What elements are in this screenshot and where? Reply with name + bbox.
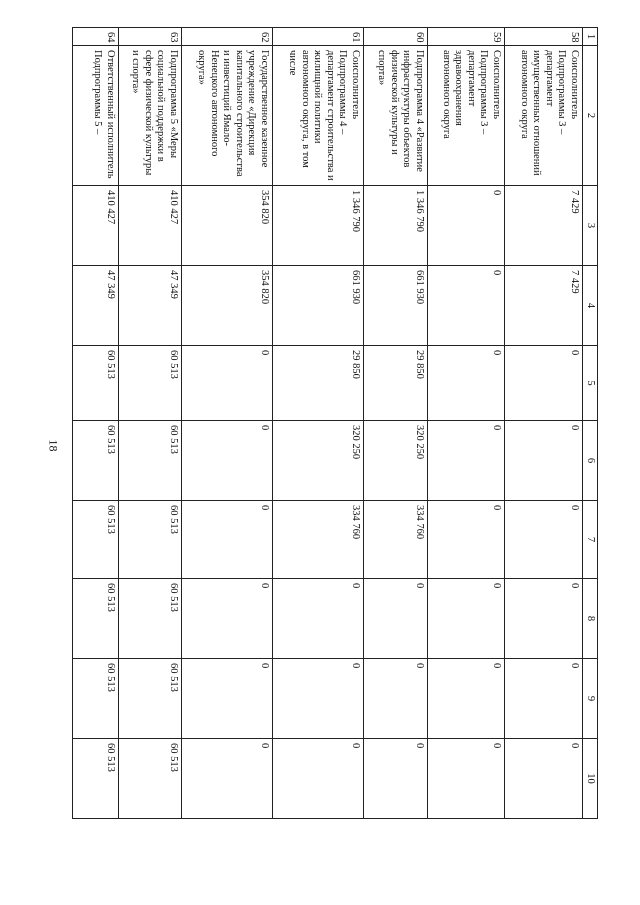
cell-value: 7 429 xyxy=(505,186,583,266)
row-name: Соисполнитель Подпрограммы 3 – департамент здравоохранения автономного округа xyxy=(428,46,505,186)
cell-value: 0 xyxy=(364,659,428,739)
row-name: Подпрограмма 4 «Развитие инфраструктуры объектов физической культуры и спорта» xyxy=(364,46,428,186)
cell-value: 0 xyxy=(364,739,428,819)
cell-value: 354 820 xyxy=(182,266,273,346)
column-header: 1 xyxy=(583,28,598,46)
cell-value: 60 513 xyxy=(73,346,119,421)
cell-value: 0 xyxy=(182,346,273,421)
cell-value: 1 346 790 xyxy=(364,186,428,266)
row-number: 59 xyxy=(428,28,505,46)
cell-value: 0 xyxy=(428,186,505,266)
table-row xyxy=(182,28,273,819)
cell-value: 661 930 xyxy=(364,266,428,346)
cell-value: 0 xyxy=(428,659,505,739)
row-number: 61 xyxy=(273,28,364,46)
table-row xyxy=(364,28,428,819)
cell-value: 0 xyxy=(428,421,505,501)
row-name: Соисполнитель Подпрограммы 3 – департамент имущественных отношений автономного округа xyxy=(505,46,583,186)
table-row xyxy=(73,28,119,819)
cell-value: 0 xyxy=(182,739,273,819)
cell-value: 0 xyxy=(428,266,505,346)
cell-value: 60 513 xyxy=(73,659,119,739)
cell-value: 1 346 790 xyxy=(273,186,364,266)
cell-value: 0 xyxy=(273,579,364,659)
cell-value: 0 xyxy=(428,739,505,819)
cell-value: 354 820 xyxy=(182,186,273,266)
cell-value: 60 513 xyxy=(119,579,182,659)
cell-value: 410 427 xyxy=(73,186,119,266)
cell-value: 60 513 xyxy=(73,739,119,819)
row-name: Соисполнитель Подпрограммы 4 – департамент строительства и жилищной политики автономного округа, в том числе xyxy=(273,46,364,186)
column-header: 9 xyxy=(583,659,598,739)
cell-value: 0 xyxy=(505,579,583,659)
row-number: 58 xyxy=(505,28,583,46)
table-row xyxy=(273,28,364,819)
table-container xyxy=(88,27,598,818)
row-name: Подпрограмма 5 «Меры социальной поддержки в сфере физической культуры и спорта» xyxy=(119,46,182,186)
cell-value: 410 427 xyxy=(119,186,182,266)
cell-value: 60 513 xyxy=(73,421,119,501)
cell-value: 661 930 xyxy=(273,266,364,346)
row-number: 63 xyxy=(119,28,182,46)
row-number: 60 xyxy=(364,28,428,46)
cell-value: 60 513 xyxy=(119,659,182,739)
cell-value: 0 xyxy=(182,579,273,659)
cell-value: 0 xyxy=(273,659,364,739)
column-header: 6 xyxy=(583,421,598,501)
cell-value: 47 349 xyxy=(73,266,119,346)
cell-value: 0 xyxy=(505,659,583,739)
cell-value: 60 513 xyxy=(73,579,119,659)
cell-value: 0 xyxy=(505,346,583,421)
table-row xyxy=(119,28,182,819)
table-header-row xyxy=(583,28,598,819)
column-header: 5 xyxy=(583,346,598,421)
table-row xyxy=(505,28,583,819)
column-header: 2 xyxy=(583,46,598,186)
cell-value: 47 349 xyxy=(119,266,182,346)
cell-value: 320 250 xyxy=(273,421,364,501)
table-row xyxy=(428,28,505,819)
budget-table xyxy=(72,27,598,819)
cell-value: 0 xyxy=(182,421,273,501)
cell-value: 0 xyxy=(364,579,428,659)
row-name: Государственное казенное учреждение «Дирекция капитального строительства и инвестиций Ямало-Ненецкого автономного округа» xyxy=(182,46,273,186)
cell-value: 0 xyxy=(182,659,273,739)
column-header: 3 xyxy=(583,186,598,266)
cell-value: 0 xyxy=(428,346,505,421)
cell-value: 320 250 xyxy=(364,421,428,501)
column-header: 10 xyxy=(583,739,598,819)
cell-value: 0 xyxy=(182,501,273,579)
cell-value: 0 xyxy=(505,421,583,501)
cell-value: 0 xyxy=(428,501,505,579)
cell-value: 60 513 xyxy=(119,421,182,501)
row-name: Ответственный исполнитель Подпрограммы 5 – xyxy=(73,46,119,186)
column-header: 8 xyxy=(583,579,598,659)
cell-value: 7 429 xyxy=(505,266,583,346)
page-number: 18 xyxy=(46,439,61,452)
cell-value: 29 850 xyxy=(273,346,364,421)
column-header: 4 xyxy=(583,266,598,346)
cell-value: 0 xyxy=(505,739,583,819)
row-number: 64 xyxy=(73,28,119,46)
column-header: 7 xyxy=(583,501,598,579)
cell-value: 60 513 xyxy=(119,739,182,819)
cell-value: 60 513 xyxy=(119,346,182,421)
cell-value: 334 760 xyxy=(364,501,428,579)
cell-value: 0 xyxy=(273,739,364,819)
row-number: 62 xyxy=(182,28,273,46)
cell-value: 0 xyxy=(505,501,583,579)
cell-value: 60 513 xyxy=(119,501,182,579)
cell-value: 0 xyxy=(428,579,505,659)
cell-value: 334 760 xyxy=(273,501,364,579)
cell-value: 29 850 xyxy=(364,346,428,421)
cell-value: 60 513 xyxy=(73,501,119,579)
